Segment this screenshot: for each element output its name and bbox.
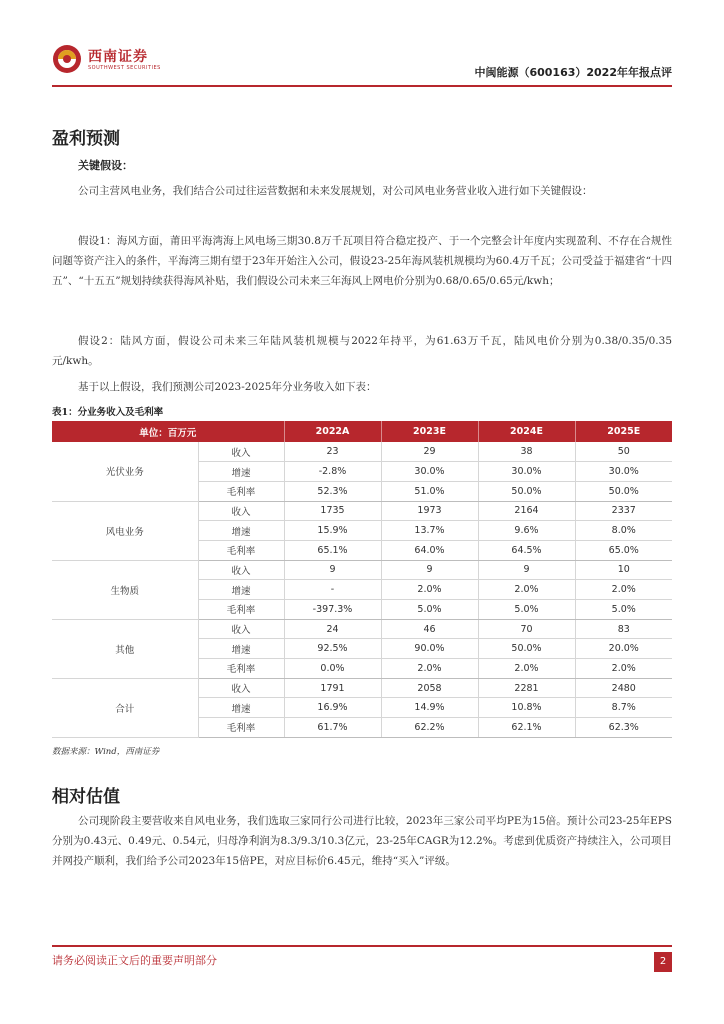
table-cell: 9.6% xyxy=(478,521,575,541)
company-logo xyxy=(52,42,202,78)
table-cell: - xyxy=(284,580,381,600)
table-cell: 8.7% xyxy=(575,698,672,718)
table-cell: 24 xyxy=(284,619,381,639)
table-cell: 64.5% xyxy=(478,540,575,560)
logo-subtext: SOUTHWEST SECURITIES xyxy=(88,65,161,71)
metric-name: 增速 xyxy=(198,639,284,659)
table-row xyxy=(52,678,672,698)
table-cell: 62.2% xyxy=(381,718,478,738)
segment-name: 其他 xyxy=(52,619,198,678)
table-cell: 5.0% xyxy=(381,600,478,620)
table-cell: 10 xyxy=(575,560,672,580)
segment-name: 光伏业务 xyxy=(52,442,198,501)
data-source: 数据来源：Wind，西南证券 xyxy=(52,747,160,757)
metric-name: 收入 xyxy=(198,501,284,521)
table-cell: 50.0% xyxy=(478,639,575,659)
segment-name: 风电业务 xyxy=(52,501,198,560)
table-cell: 16.9% xyxy=(284,698,381,718)
metric-name: 毛利率 xyxy=(198,600,284,620)
metric-name: 增速 xyxy=(198,698,284,718)
metric-name: 增速 xyxy=(198,580,284,600)
table-cell: 23 xyxy=(284,442,381,462)
table-cell: 50.0% xyxy=(575,481,672,501)
paragraph-table-intro: 基于以上假设，我们预测公司2023-2025年分业务收入如下表： xyxy=(78,381,377,393)
table-cell: 2.0% xyxy=(478,580,575,600)
year-header: 2024E xyxy=(478,421,575,442)
table-cell: 52.3% xyxy=(284,481,381,501)
table-cell: 2.0% xyxy=(381,580,478,600)
table-cell: 2337 xyxy=(575,501,672,521)
table-cell: 9 xyxy=(478,560,575,580)
section-title-valuation: 相对估值 xyxy=(52,787,120,807)
section-title-forecast: 盈利预测 xyxy=(52,129,120,149)
table-cell: 13.7% xyxy=(381,521,478,541)
table-row xyxy=(52,560,672,580)
year-header: 2023E xyxy=(381,421,478,442)
table-cell: 2058 xyxy=(381,678,478,698)
paragraph-assumption-1: 假设1：海风方面，莆田平海湾海上风电场三期30.8万千瓦项目符合稳定投产、于一个完整会计年度内实现盈利、不存在合规性问题等资产注入的条件，平海湾三期有望于23年开始注入公司，假设23-25年海风装机规模均为60.4万千瓦；公司受益于福建省“十四五”、“十五五”规划持续获得海风补贴，我们假设公司未来三年海风上网电价分别为0.68/0.65/0.65元/kwh； xyxy=(52,235,672,287)
metric-name: 收入 xyxy=(198,619,284,639)
table-cell: 1791 xyxy=(284,678,381,698)
table-cell: 20.0% xyxy=(575,639,672,659)
table-cell: 2.0% xyxy=(575,659,672,679)
key-assumptions-heading: 关键假设： xyxy=(78,159,133,172)
table-cell: 2.0% xyxy=(381,659,478,679)
table-cell: 0.0% xyxy=(284,659,381,679)
paragraph-intro: 公司主营风电业务，我们结合公司过往运营数据和未来发展规划，对公司风电业务营业收入进行如下关键假设： xyxy=(78,185,593,197)
table-cell: 9 xyxy=(284,560,381,580)
table-cell: 8.0% xyxy=(575,521,672,541)
table-cell: 30.0% xyxy=(381,462,478,482)
table-cell: 61.7% xyxy=(284,718,381,738)
paragraph-assumption-2: 假设2：陆风方面，假设公司未来三年陆风装机规模与2022年持平，为61.63万千瓦，陆风电价分别为0.38/0.35/0.35元/kwh。 xyxy=(52,335,672,367)
table-cell: 5.0% xyxy=(575,600,672,620)
metric-name: 毛利率 xyxy=(198,540,284,560)
table-cell: 83 xyxy=(575,619,672,639)
table-cell: 38 xyxy=(478,442,575,462)
table-cell: 50.0% xyxy=(478,481,575,501)
table-cell: 2.0% xyxy=(575,580,672,600)
table-cell: 30.0% xyxy=(478,462,575,482)
metric-name: 收入 xyxy=(198,442,284,462)
table-row xyxy=(52,619,672,639)
table-caption: 表1：分业务收入及毛利率 xyxy=(52,407,164,418)
metric-name: 毛利率 xyxy=(198,659,284,679)
metric-name: 毛利率 xyxy=(198,481,284,501)
table-cell: 46 xyxy=(381,619,478,639)
table-header-row xyxy=(52,421,672,442)
unit-header: 单位：百万元 xyxy=(52,421,284,442)
table-cell: 14.9% xyxy=(381,698,478,718)
footer-divider xyxy=(52,945,672,947)
paragraph-valuation: 公司现阶段主要营收来自风电业务，我们选取三家同行公司进行比较，2023年三家公司平均PE为15倍。预计公司23-25年EPS分别为0.43元、0.49元、0.54元，归母净利润为8.3/9.3/10.3亿元，23-25年CAGR为12.2%。考虑到优质资产持续注入，公司项目并网投产顺利，我们给予公司2023年15倍PE，对应目标价6.45元，维持“买入”评级。 xyxy=(52,815,672,867)
metric-name: 毛利率 xyxy=(198,718,284,738)
table-cell: 1735 xyxy=(284,501,381,521)
metric-name: 增速 xyxy=(198,462,284,482)
year-header: 2022A xyxy=(284,421,381,442)
table-cell: 64.0% xyxy=(381,540,478,560)
table-cell: 30.0% xyxy=(575,462,672,482)
table-cell: 2281 xyxy=(478,678,575,698)
header-divider xyxy=(52,85,672,87)
logo-emblem-icon xyxy=(52,44,82,74)
page-number: 2 xyxy=(654,952,672,972)
disclaimer-notice: 请务必阅读正文后的重要声明部分 xyxy=(52,954,217,967)
table-cell: 5.0% xyxy=(478,600,575,620)
revenue-table xyxy=(52,421,672,738)
segment-name: 合计 xyxy=(52,678,198,737)
table-cell: 90.0% xyxy=(381,639,478,659)
table-cell: -2.8% xyxy=(284,462,381,482)
table-cell: 62.3% xyxy=(575,718,672,738)
metric-name: 收入 xyxy=(198,678,284,698)
table-cell: 65.0% xyxy=(575,540,672,560)
table-cell: 92.5% xyxy=(284,639,381,659)
table-cell: 1973 xyxy=(381,501,478,521)
metric-name: 增速 xyxy=(198,521,284,541)
segment-name: 生物质 xyxy=(52,560,198,619)
metric-name: 收入 xyxy=(198,560,284,580)
table-cell: 65.1% xyxy=(284,540,381,560)
table-cell: 50 xyxy=(575,442,672,462)
report-title: 中闽能源（600163）2022年年报点评 xyxy=(474,66,672,79)
table-cell: 51.0% xyxy=(381,481,478,501)
table-cell: 29 xyxy=(381,442,478,462)
table-cell: 70 xyxy=(478,619,575,639)
table-cell: -397.3% xyxy=(284,600,381,620)
table-cell: 2480 xyxy=(575,678,672,698)
table-cell: 2164 xyxy=(478,501,575,521)
table-cell: 9 xyxy=(381,560,478,580)
year-header: 2025E xyxy=(575,421,672,442)
table-row xyxy=(52,442,672,462)
table-row xyxy=(52,501,672,521)
table-cell: 2.0% xyxy=(478,659,575,679)
table-cell: 62.1% xyxy=(478,718,575,738)
logo-text: 西南证券 xyxy=(88,49,148,65)
page-header xyxy=(52,42,672,86)
table-cell: 15.9% xyxy=(284,521,381,541)
table-cell: 10.8% xyxy=(478,698,575,718)
